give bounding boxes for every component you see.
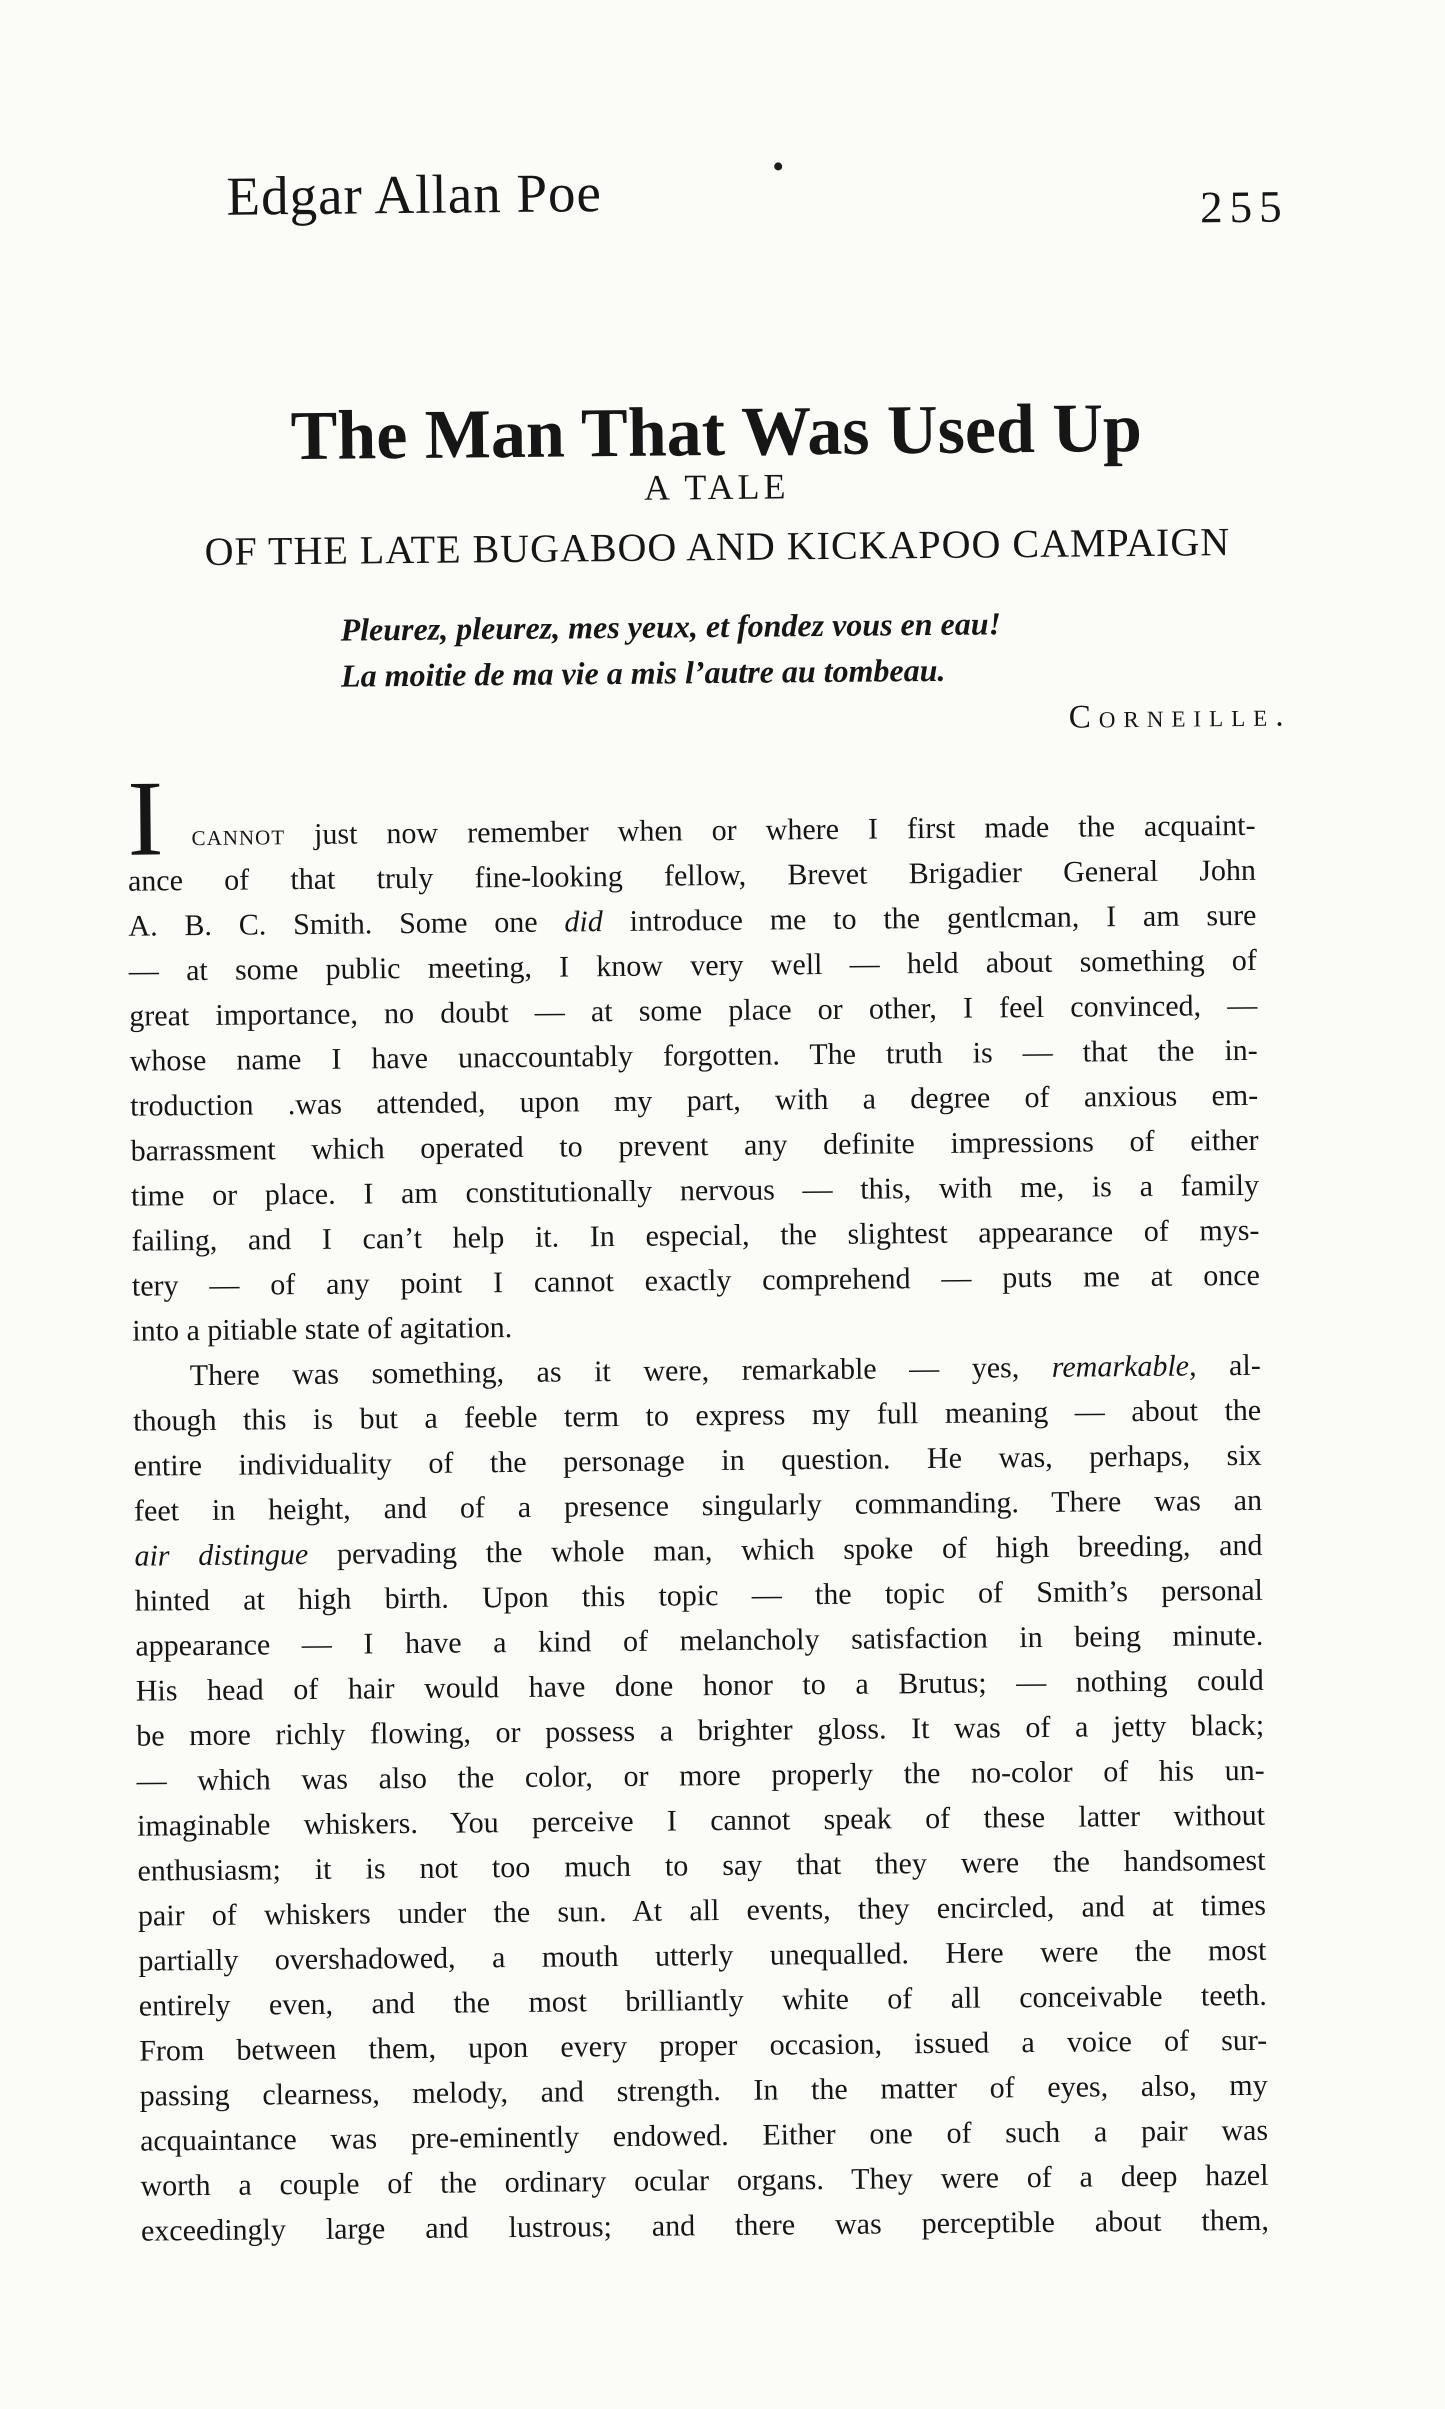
text-line — [141, 2198, 1269, 2254]
text-segment: exceedingly large and lustrous; and there was perceptible about them, — [140, 2203, 1270, 2248]
story-title: The Man That Was Used Up — [290, 389, 1143, 476]
ink-speck — [774, 162, 782, 170]
text-segment: enthusiasm; it is not too much to say that they were the handsomest — [137, 1843, 1266, 1888]
text-segment: acquaintance was pre-eminently endowed. Either one of such a pair was — [139, 2113, 1269, 2158]
text-segment: whose name I have unaccountably forgotten. The truth is — that the in- — [129, 1033, 1258, 1078]
text-segment: ance of that truly fine-looking fellow, Brevet Brigadier General John — [127, 853, 1257, 898]
body-text — [126, 759, 1270, 2254]
text-segment: tery — of any point I cannot exactly comprehend — puts me at once — [131, 1258, 1261, 1303]
text-segment: partially overshadowed, a mouth utterly unequalled. Here were the most — [138, 1933, 1267, 1978]
text-segment: though this is but a feeble term to express my full meaning — about the — [133, 1393, 1262, 1438]
text-segment: There was something, as it were, remarkable — yes, — [189, 1350, 1052, 1393]
text-segment: just now remember when or where I first made the acquaint- — [284, 808, 1256, 852]
running-head-author: Edgar Allan Poe — [226, 162, 603, 227]
story-subtitle: A TALE — [643, 466, 790, 508]
text-segment: entire individuality of the personage in question. He was, perhaps, six — [133, 1438, 1262, 1483]
text-segment: cannot — [191, 818, 286, 853]
text-segment: into a pitiable state of agitation. — [132, 1311, 513, 1348]
text-segment: introduce me to the gentlcman, I am sure — [602, 898, 1257, 939]
page-number: 255 — [1199, 181, 1289, 233]
text-segment: air distingue — [134, 1537, 309, 1573]
story-subtitle-campaign: OF THE LATE BUGABOO AND KICKAPOO CAMPAIGN — [204, 519, 1231, 574]
text-segment: — at some public meeting, I know very well — held about something of — [128, 943, 1257, 988]
text-segment: A. B. C. Smith. Some one — [128, 905, 565, 943]
paragraph — [126, 759, 1261, 1354]
epigraph — [340, 600, 1001, 698]
text-segment: His head of hair would have done honor to a Brutus; — nothing could — [135, 1663, 1264, 1708]
text-segment: time or place. I am constitutionally nervous — this, with me, is a family — [130, 1168, 1260, 1213]
text-segment: pervading the whole man, which spoke of high breeding, and — [308, 1528, 1263, 1571]
text-segment: hinted at high birth. Upon this topic — the topic of Smith’s personal — [134, 1573, 1264, 1618]
epigraph-line: La moitie de ma vie a mis l’autre au tombeau. — [340, 651, 946, 694]
text-segment: great importance, no doubt — at some place or other, I feel convinced, — — [129, 988, 1258, 1033]
epigraph-line: Pleurez, pleurez, mes yeux, et fondez vous en eau! — [340, 605, 1002, 648]
text-segment: entirely even, and the most brilliantly white of all conceivable teeth. — [138, 1978, 1267, 2023]
text-segment: worth a couple of the ordinary ocular organs. They were of a deep hazel — [140, 2158, 1269, 2203]
text-segment: pair of whiskers under the sun. At all events, they encircled, and at times — [137, 1888, 1267, 1933]
text-segment: did — [564, 905, 603, 939]
text-segment: — which was also the color, or more properly the no-color of his un- — [136, 1753, 1265, 1798]
text-segment: passing clearness, melody, and strength. In the matter of eyes, also, my — [139, 2068, 1268, 2113]
text-segment: imaginable whiskers. You perceive I cannot speak of these latter without — [136, 1798, 1266, 1843]
text-segment: failing, and I can’t help it. In especial, the slightest appearance of mys- — [131, 1213, 1260, 1258]
text-segment: remarkable, — [1051, 1349, 1197, 1384]
text-segment: appearance — I have a kind of melancholy satisfaction in being minute. — [135, 1618, 1264, 1663]
text-segment: troduction .was attended, upon my part, with a degree of anxious em- — [130, 1078, 1259, 1123]
paragraph — [133, 1343, 1270, 2254]
text-segment: barrassment which operated to prevent any definite impressions of either — [130, 1123, 1259, 1168]
text-segment: al- — [1196, 1348, 1261, 1383]
text-segment: From between them, upon every proper occasion, issued a voice of sur- — [139, 2023, 1268, 2068]
text-segment: be more richly flowing, or possess a brighter gloss. It was of a jetty black; — [136, 1708, 1265, 1753]
epigraph-attribution: Corneille. — [1068, 697, 1292, 736]
text-segment: feet in height, and of a presence singularly commanding. There was an — [133, 1483, 1263, 1528]
raised-initial-cap: I — [126, 759, 164, 879]
